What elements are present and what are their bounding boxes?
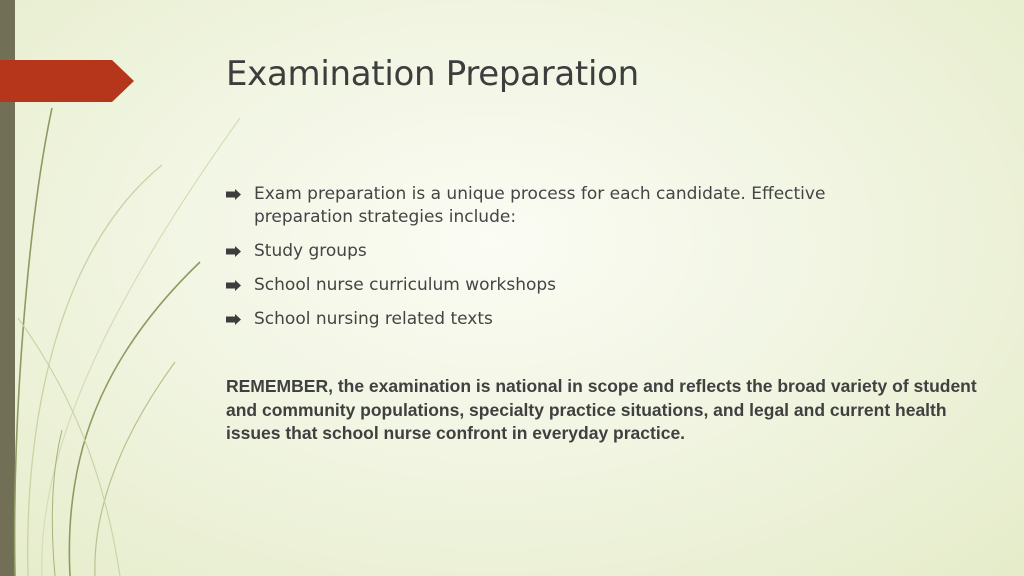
bullet-list (226, 183, 926, 342)
arrow-bullet-icon (226, 246, 241, 257)
remember-keyword: REMEMBER (226, 376, 329, 396)
title-accent-tab (0, 60, 134, 102)
bullet-item (226, 183, 926, 229)
bullet-item (226, 240, 926, 263)
remember-note (226, 375, 986, 446)
slide-title: Examination Preparation (226, 54, 639, 94)
bullet-text: Exam preparation is a unique process for each candidate. Effective preparation strategies include: (254, 184, 826, 227)
bullet-text: School nursing related texts (254, 309, 493, 329)
bullet-item (226, 308, 926, 331)
arrow-bullet-icon (226, 314, 241, 325)
bullet-text: Study groups (254, 241, 367, 261)
arrow-bullet-icon (226, 189, 241, 200)
remember-text: , the examination is national in scope and reflects the broad variety of student and community populations, specialty practice situations, and legal and current health issues that school nurse confront in everyday practice. (226, 376, 977, 443)
bullet-text: School nurse curriculum workshops (254, 275, 557, 295)
bullet-item (226, 274, 926, 297)
arrow-bullet-icon (226, 280, 241, 291)
